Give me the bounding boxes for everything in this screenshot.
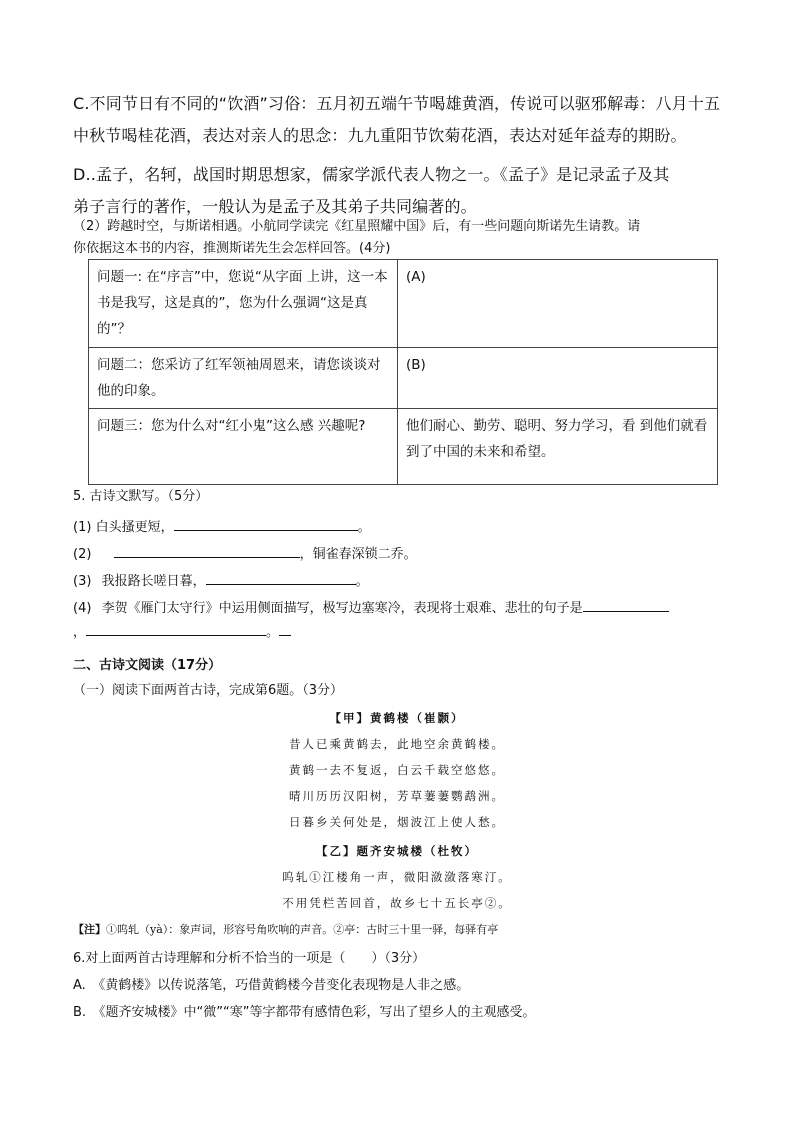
table-row	[89, 348, 718, 409]
poem-line: 昔人已乘黄鹤去，此地空余黄鹤楼。	[289, 737, 505, 751]
question-cell: 问题一: 在“序言”中，您说“从字面 上讲，这一本书是我写，这是真的”，您为什么强调“这是真的”？	[89, 260, 398, 348]
item-text: 。	[266, 625, 280, 640]
question-2-line1: （2）跨越时空，与斯诺相遇。小航同学读完《红星照耀中国》后，有一些问题向斯诺先生请教。请	[73, 219, 641, 234]
answer-cell[interactable]: (B)	[398, 348, 718, 409]
option-d-line1: D..孟子，名轲，战国时期思想家，儒家学派代表人物之一。《孟子》是记录孟子及其	[73, 165, 670, 184]
table-row	[89, 260, 718, 348]
question-6	[73, 945, 773, 1026]
item-number: (4)	[73, 601, 92, 616]
question-5	[73, 486, 773, 644]
poem-jia	[0, 705, 794, 835]
option-d-line2: 弟子言行的著作，一般认为是孟子及其弟子共同编著的。	[73, 197, 477, 216]
question-2-line2: 你依据这本书的内容，推测斯诺先生会怎样回答。(4分)	[73, 241, 391, 256]
question-5-title: 5. 古诗文默写。（5分）	[73, 489, 209, 504]
footnote-label: 【注】	[73, 923, 106, 936]
question-5-item2	[73, 541, 773, 568]
poem-yi	[0, 838, 794, 916]
question-6-option-a[interactable]: A. 《黄鹤楼》以传说落笔，巧借黄鹤楼今昔变化表现物是人非之感。	[73, 978, 470, 993]
answer-cell: 他们耐心、勤劳、聪明、努力学习，看 到他们就看到了中国的未来和希望。	[398, 409, 718, 485]
question-cell: 问题三：您为什么对“红小鬼”这么感 兴趣呢?	[89, 409, 398, 485]
option-d	[73, 159, 773, 223]
question-cell: 问题二：您采访了红军领袖周恩来，请您谈谈对他的印象。	[89, 348, 398, 409]
question-5-item1	[73, 514, 773, 541]
footnote-text: ①呜轧（yà）：象声词，形容号角吹响的声音。②亭：古时三十里一驿，每驿有亭	[106, 923, 499, 936]
poem-line: 晴川历历汉阳树，芳草萋萋鹦鹉洲。	[289, 789, 505, 803]
poem-jia-title: 【甲】黄鹤楼（崔颢）	[329, 711, 465, 725]
item-number: (1)	[73, 520, 92, 535]
question-2	[73, 216, 773, 260]
item-text: 。	[355, 574, 369, 589]
fill-blank[interactable]	[114, 544, 300, 558]
option-c-line1: C.不同节日有不同的“饮酒”习俗：五月初五端午节喝雄黄酒，传说可以驱邪解毒：八月十五	[73, 94, 721, 113]
section-2-sub1: （一）阅读下面两首古诗，完成第6题。（3分）	[73, 683, 344, 698]
table-row	[89, 409, 718, 485]
fill-blank[interactable]	[206, 571, 356, 585]
item-text: ，铜雀春深锁二乔。	[299, 547, 417, 562]
fill-blank[interactable]	[174, 517, 358, 531]
fill-blank[interactable]	[583, 598, 669, 612]
item-text: 白头搔更短，	[95, 520, 174, 535]
option-c-line2: 中秋节喝桂花酒，表达对亲人的思念：九九重阳节饮菊花酒，表达对延年益寿的期盼。	[73, 126, 687, 145]
option-c	[73, 88, 773, 152]
poem-line: 日暮乡关何处是，烟波江上使人愁。	[289, 815, 505, 829]
poem-yi-title: 【乙】题齐安城楼（杜牧）	[316, 844, 478, 858]
question-6-stem: 6.对上面两首古诗理解和分析不恰当的一项是（ ）（3分）	[73, 951, 426, 966]
question-5-item4	[73, 595, 773, 622]
item-number: (2)	[73, 547, 92, 562]
item-number: (3)	[73, 574, 92, 589]
item-text: 我报路长嗟日暮，	[101, 574, 206, 589]
section-2-title: 二、古诗文阅读（17分）	[73, 658, 222, 673]
footnote	[73, 921, 793, 937]
poem-line: 黄鹤一去不复返，白云千载空悠悠。	[289, 763, 505, 777]
fill-blank[interactable]	[86, 622, 266, 636]
question-5-item3	[73, 568, 773, 595]
item-text: ，	[73, 625, 87, 640]
qa-table	[88, 259, 718, 485]
question-5-item4-cont	[73, 622, 773, 644]
answer-cell[interactable]: (A)	[398, 260, 718, 348]
poem-line: 呜轧①江楼角一声，微阳潋潋落寒汀。	[282, 870, 512, 884]
question-6-option-b[interactable]: B. 《题齐安城楼》中“微”“寒”等字都带有感情色彩，写出了望乡人的主观感受。	[73, 1005, 536, 1020]
poem-line: 不用凭栏苦回首，故乡七十五长亭②。	[282, 896, 512, 910]
item-text: 。	[357, 520, 371, 535]
item-text: 李贺《雁门太守行》中运用侧面描写，极写边塞寒冷，表现将士艰难、悲壮的句子是	[101, 601, 583, 616]
